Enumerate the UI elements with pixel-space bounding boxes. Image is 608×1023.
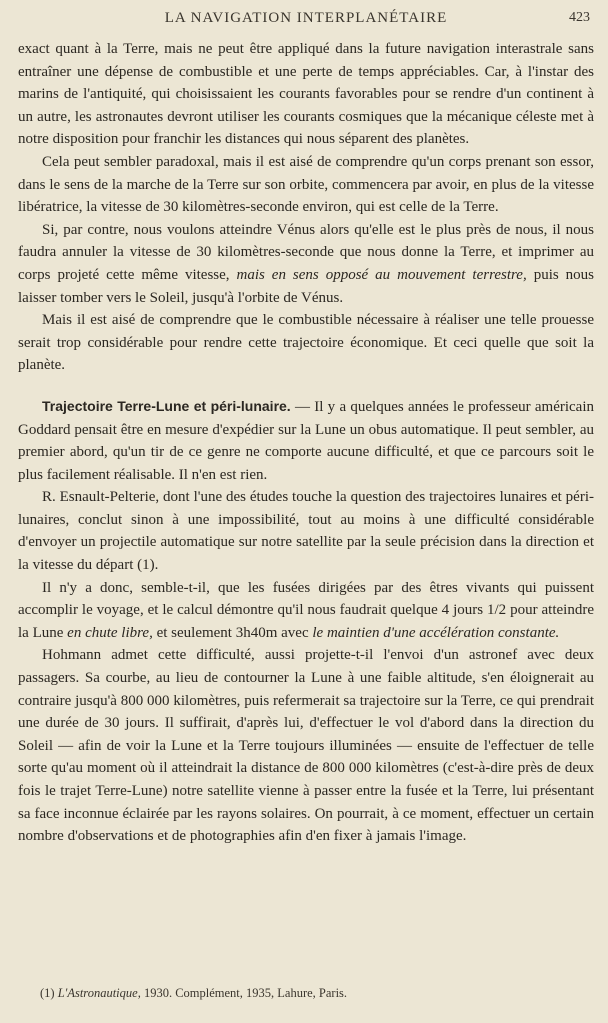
paragraph-3-emphasis: mais en sens opposé au mouvement terrestre, <box>236 266 527 283</box>
paragraph-1-text: exact quant à la Terre, mais ne peut être appliqué dans la future navigation interastrale sans entraîner une dépense de combustible et une perte de temps appréciables. Car, à l'instar des marins de l'antiquité, qui choisissaient les courants favorables pour se rendre d'un continent à un autre, les astronautes devront utiliser les courants cosmiques que la mécanique céleste met à notre disposition pour franchir les distances qui nous séparent des planètes. <box>18 41 594 148</box>
footnote-text: 1930. Complément, 1935, Lahure, Paris. <box>143 986 348 1000</box>
body-text <box>18 38 594 848</box>
paragraph-6-text: R. Esnault-Pelterie, dont l'une des études touche la question des trajectoires lunaires et péri-lunaires, conclut sinon à une impossibilité, tout au moins à une difficulté considérable d'envoyer un projectile automatique sur notre satellite par la seule précision dans la direction et la vitesse du départ <box>18 489 594 574</box>
paragraph-2 <box>18 151 594 219</box>
footnote-marker: (1) <box>40 986 55 1000</box>
paragraph-3-text-b: puis nous laisser tomber vers le Soleil, jusqu'à l'orbite de Vénus. <box>18 266 594 306</box>
page-number: 423 <box>569 10 590 25</box>
paragraph-5 <box>18 395 594 486</box>
paragraph-8 <box>18 644 594 847</box>
paragraph-6 <box>18 486 594 576</box>
paragraph-7-text-c: avec <box>281 624 309 641</box>
footnote-title: L'Astronautique, <box>57 986 141 1000</box>
paragraph-5-text: — Il y a quelques années le professeur américain Goddard pensait être en mesure d'expédier sur la Lune un obus automatique. Il peut sembler, au premier abord, qu'un tir de ce genre ne comporte aucune difficulté, et que ce parcours soit le plus facilement réalisable. Il n'en est rien. <box>18 398 595 483</box>
paragraph-4-text: Mais il est aisé de comprendre que le combustible nécessaire à réaliser une telle prouesse serait trop considérable pour rendre cette trajectoire économique. Et ceci quelle que soit la planète. <box>18 312 594 374</box>
paragraph-7 <box>18 577 594 645</box>
paragraph-3-text-a: Si, par contre, nous voulons atteindre Vénus alors qu'elle est le plus près de nous, il nous faudra annuler la vitesse de 30 kilomètres-seconde que nous donne la Terre, et imprimer au corps projeté cette même vitesse, <box>18 221 594 283</box>
paragraph-7-text-a: Il n'y a donc, semble-t-il, que les fusées dirigées par des êtres vivants qui puissent accomplir le voyage, et le calcul démontre qu'il nous faudrait quelque 4 jours 1/2 pour atteindre la Lune <box>18 579 594 641</box>
duration-value: 3h40m <box>235 624 278 641</box>
paragraph-4 <box>18 309 594 377</box>
footnote-reference: (1). <box>137 557 159 574</box>
running-head <box>18 10 594 36</box>
section-heading: Trajectoire Terre-Lune et péri-lunaire. <box>42 397 291 414</box>
footnote <box>40 986 347 1001</box>
paragraph-8-text: Hohmann admet cette difficulté, aussi projette-t-il l'envoi d'un astronef avec deux passagers. Sa courbe, au lieu de contourner la Lune à une faible altitude, s'en éloignerait au contraire jusqu'à 800 000 kilomètres, puis refermerait sa trajectoire sur la Terre, ce qui prendrait une durée de 30 jours. Il suffirait, d'après lui, d'effectuer le vol d'abord dans la direction du Soleil — afin de voir la Lune et la Terre toujours illuminées — ensuite de l'effectuer de telle sorte qu'au moment où il atteindrait la distance de 800 000 kilomètres (c'est-à-dire près de deux fois le trajet Terre-Lune) notre satellite vienne à passer entre la fusée et la Terre, lui présentant sa face inconnue éclairée par les rayons solaires. On pourrait, à ce moment, effectuer un certain nombre d'observations et de photographies afin d'en fixer à jamais l'image. <box>18 647 594 845</box>
running-title: LA NAVIGATION INTERPLANÉTAIRE <box>164 10 448 26</box>
paragraph-2-text: Cela peut sembler paradoxal, mais il est aisé de comprendre qu'un corps prenant son essor, dans le sens de la marche de la Terre sur son orbite, commencera par avoir, en plus de la vitesse libératrice, la vitesse de 30 kilomètres-seconde environ, qui est celle de la Terre. <box>18 153 594 216</box>
paragraph-1 <box>18 38 594 151</box>
paragraph-7-text-b: et seulement <box>156 624 232 641</box>
paragraph-3 <box>18 219 594 309</box>
paragraph-7-emphasis-1: en chute libre, <box>67 624 153 641</box>
section-gap <box>18 377 594 395</box>
paragraph-7-emphasis-2: le maintien d'une accélération constante. <box>312 624 560 641</box>
